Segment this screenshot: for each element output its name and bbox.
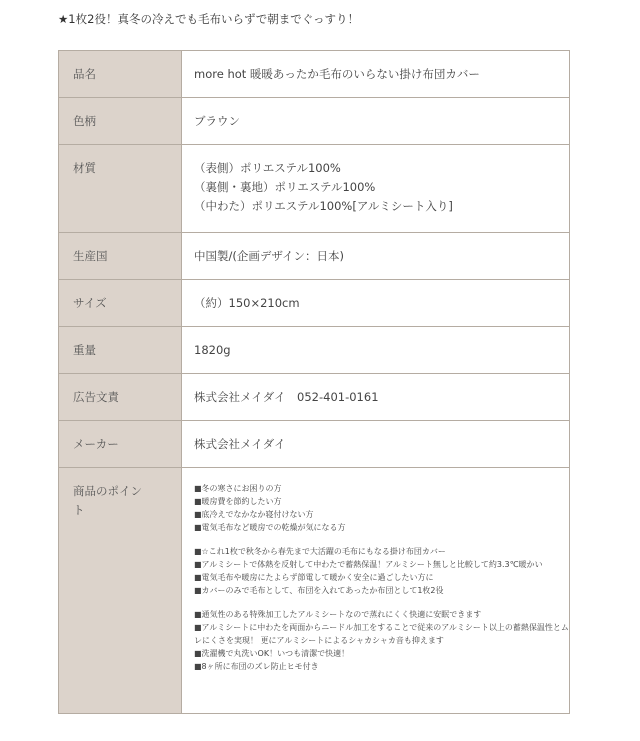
maker-value: 株式会社メイダイ [182,421,570,468]
list-item: ■☆これ1枚で秋冬から春先まで大活躍の毛布にもなる掛け布団カバー [194,547,446,556]
size-value: （約）150×210cm [182,280,570,327]
advertiser-value: 株式会社メイダイ 052-401-0161 [182,374,570,421]
table-row-weight [59,327,570,374]
list-item: ■洗濯機で丸洗いOK！いつも清潔で快適！ [194,649,350,658]
table-row-points [59,468,570,714]
list-item: ■アルミシートに中わたを両面からニードル加工をすることで従来のアルミシート以上の蓄熱保温性とムレにくさを実現！ 更にアルミシートによるシャカシャカ音も抑えます [194,623,569,645]
product-name-label: 品名 [59,51,182,98]
list-item: ■電気毛布など暖房での乾燥が気になる方 [194,523,346,532]
weight-label: 重量 [59,327,182,374]
material-line-outer: （表側）ポリエステル100% [194,161,341,175]
list-item: ■冬の寒さにお困りの方 [194,484,282,493]
table-row-size [59,280,570,327]
material-line-filling: （中わた）ポリエステル100%[アルミシート入り] [194,199,453,213]
table-row-material [59,145,570,233]
size-label: サイズ [59,280,182,327]
pattern-label: 色柄 [59,98,182,145]
list-item: ■電気毛布や暖房にたよらず節電して暖かく安全に過ごしたい方に [194,573,434,582]
list-spacer [194,534,569,545]
weight-value: 1820g [182,327,570,374]
headline: ★1枚2役！真冬の冷えでも毛布いらずで朝までぐっすり！ [58,12,360,26]
list-item: ■底冷えでなかなか寝付けない方 [194,510,314,519]
origin-value: 中国製/(企画デザイン：日本) [182,233,570,280]
list-item: ■暖房費を節約したい方 [194,497,282,506]
table-row-pattern [59,98,570,145]
points-label: 商品のポイント [59,468,182,714]
list-spacer [194,597,569,608]
spec-table [58,50,570,714]
maker-label: メーカー [59,421,182,468]
list-item: ■8ヶ所に布団のズレ防止ヒモ付き [194,662,319,671]
list-item: ■アルミシートで体熱を反射して中わたで蓄熱保温！アルミシート無しと比較して約3.3℃暖かい [194,560,543,569]
advertiser-label: 広告文責 [59,374,182,421]
table-row-product-name [59,51,570,98]
table-row-maker [59,421,570,468]
material-value [182,145,570,233]
list-item: ■通気性のある特殊加工したアルミシートなので蒸れにくく快適に安眠できます [194,610,482,619]
material-label: 材質 [59,145,182,233]
material-line-inner: （裏側・裏地）ポリエステル100% [194,180,376,194]
table-row-advertiser [59,374,570,421]
product-name-value: more hot 暖暖あったか毛布のいらない掛け布団カバー [182,51,570,98]
points-value [182,468,570,714]
table-row-origin [59,233,570,280]
list-item: ■カバーのみで毛布として、布団を入れてあったか布団として1枚2役 [194,586,444,595]
origin-label: 生産国 [59,233,182,280]
pattern-value: ブラウン [182,98,570,145]
